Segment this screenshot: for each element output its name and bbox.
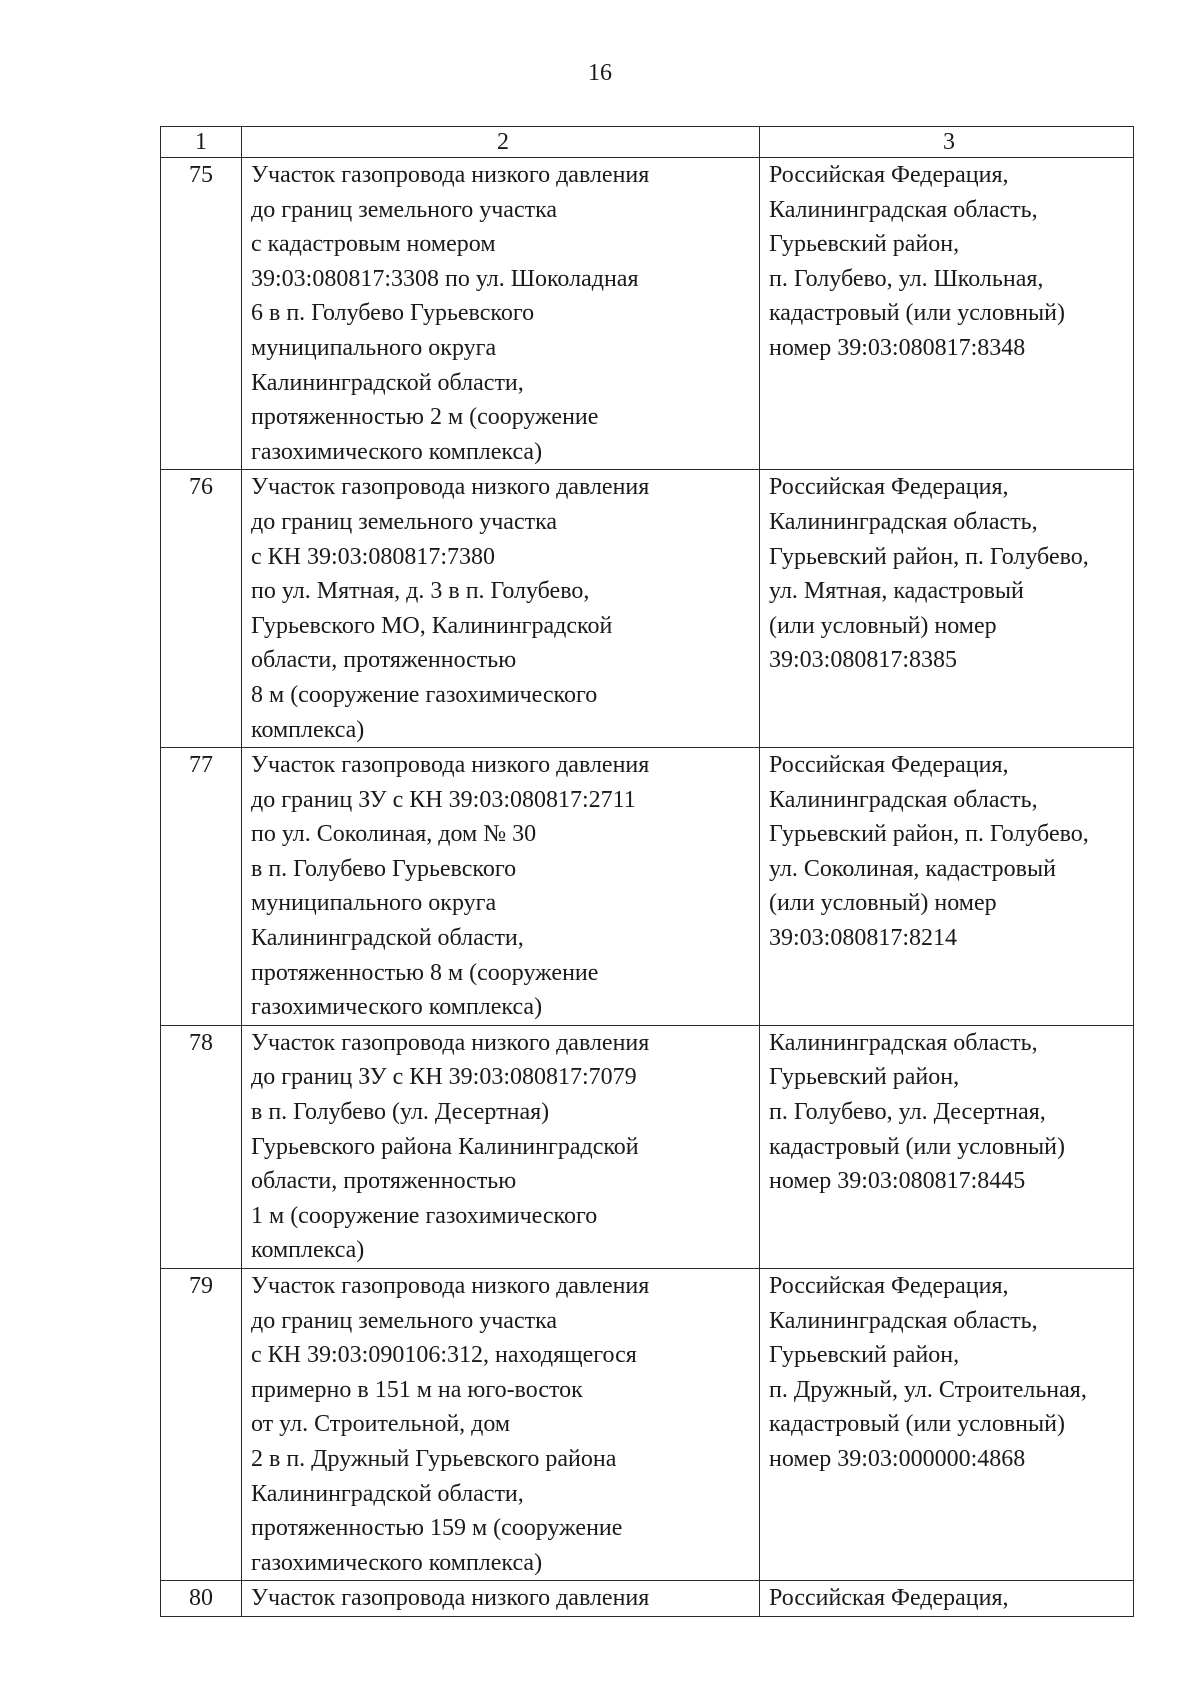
row-number (161, 748, 242, 1026)
object-address (760, 158, 1134, 470)
object-address-line: Российская Федерация, (769, 1585, 1009, 1612)
table-row (161, 158, 1134, 470)
row-number (161, 1581, 242, 1617)
object-description-line: Гурьевского района Калининградской (251, 1133, 639, 1160)
object-description-line: Участок газопровода низкого давления (251, 162, 650, 188)
object-address-line: Гурьевский район, п. Голубево, (769, 821, 1089, 848)
header-col-3: 3 (760, 127, 1134, 158)
object-description (242, 1581, 760, 1617)
object-address-line: Российская Федерация, (769, 752, 1009, 779)
object-description-line: Участок газопровода низкого давления (251, 1029, 650, 1056)
object-address-line: номер 39:03:000000:4868 (769, 1445, 1026, 1472)
table-body (161, 127, 1134, 1617)
row-number-text: 79 (189, 1273, 213, 1299)
object-description-line: до границ земельного участка (251, 508, 558, 535)
row-number (161, 1025, 242, 1268)
object-description-line: Участок газопровода низкого давления (251, 752, 650, 779)
object-address-line: п. Дружный, ул. Строительная, (769, 1376, 1087, 1403)
object-address-line: (или условный) номер (769, 612, 997, 639)
object-description-line: в п. Голубево (ул. Десертная) (251, 1099, 550, 1126)
object-description-line: области, протяженностью (251, 647, 517, 674)
object-address-line: Гурьевский район, (769, 1342, 960, 1369)
object-address-line: Гурьевский район, п. Голубево, (769, 543, 1089, 570)
row-number (161, 470, 242, 748)
object-address-line: Гурьевский район, (769, 231, 960, 258)
object-address-line: (или условный) номер (769, 890, 997, 917)
object-description-line: в п. Голубево Гурьевского (251, 855, 517, 882)
table-header-row (161, 127, 1134, 158)
object-description-line: Калининградской области, (251, 369, 524, 396)
object-description-line: от ул. Строительной, дом (251, 1411, 511, 1438)
object-address-line: п. Голубево, ул. Десертная, (769, 1099, 1046, 1126)
object-address-line: Российская Федерация, (769, 162, 1009, 188)
row-number (161, 1269, 242, 1581)
object-description-line: 1 м (сооружение газохимического (251, 1202, 598, 1229)
object-description-line: муниципального округа (251, 334, 497, 361)
object-description-line: Калининградской области, (251, 925, 524, 952)
object-address-line: 39:03:080817:8385 (769, 647, 958, 674)
object-description-line: с КН 39:03:090106:312, находящегося (251, 1342, 637, 1369)
object-description (242, 748, 760, 1026)
object-description (242, 1025, 760, 1268)
object-description-line: области, протяженностью (251, 1168, 517, 1195)
object-address-line: 39:03:080817:8214 (769, 925, 958, 952)
object-description-line: протяженностью 159 м (сооружение (251, 1515, 623, 1542)
object-description-line: Гурьевского МО, Калининградской (251, 612, 613, 639)
object-description-line: Участок газопровода низкого давления (251, 474, 650, 501)
object-description-line: газохимического комплекса) (251, 1549, 543, 1576)
object-description-line: 8 м (сооружение газохимического (251, 681, 598, 708)
table-row (161, 748, 1134, 1026)
object-description-line: газохимического комплекса) (251, 438, 543, 465)
object-address-line: ул. Соколиная, кадастровый (769, 855, 1056, 882)
table-row (161, 1025, 1134, 1268)
object-description-line: с кадастровым номером (251, 231, 496, 258)
object-description-line: по ул. Мятная, д. 3 в п. Голубево, (251, 578, 590, 605)
object-description (242, 158, 760, 470)
object-description-line: до границ земельного участка (251, 1307, 558, 1334)
object-address-line: Российская Федерация, (769, 474, 1009, 501)
object-address (760, 748, 1134, 1026)
object-address-line: ул. Мятная, кадастровый (769, 578, 1024, 605)
object-description-line: протяженностью 2 м (сооружение (251, 404, 599, 431)
object-address-line: п. Голубево, ул. Школьная, (769, 265, 1044, 292)
object-description-line: газохимического комплекса) (251, 994, 543, 1021)
object-address (760, 1269, 1134, 1581)
object-address-line: номер 39:03:080817:8348 (769, 334, 1026, 361)
row-number-text: 80 (189, 1585, 213, 1612)
header-col-1: 1 (161, 127, 242, 158)
object-address-line: кадастровый (или условный) (769, 1133, 1065, 1160)
page-number: 16 (588, 60, 612, 86)
object-address-line: Российская Федерация, (769, 1273, 1009, 1299)
object-description-line: до границ ЗУ с КН 39:03:080817:7079 (251, 1064, 637, 1091)
object-address-line: Калининградская область, (769, 196, 1038, 223)
row-number-text: 75 (189, 162, 213, 188)
object-address (760, 1025, 1134, 1268)
object-address-line: Калининградская область, (769, 1307, 1038, 1334)
object-address-line: Калининградская область, (769, 508, 1038, 535)
object-description-line: протяженностью 8 м (сооружение (251, 959, 599, 986)
row-number-text: 78 (189, 1029, 213, 1056)
object-description-line: 39:03:080817:3308 по ул. Шоколадная (251, 265, 639, 292)
registry-table (160, 126, 1134, 1617)
object-address-line: кадастровый (или условный) (769, 300, 1065, 327)
object-description-line: комплекса) (251, 716, 365, 743)
object-address-line: Калининградская область, (769, 1029, 1038, 1056)
object-description-line: Участок газопровода низкого давления (251, 1273, 650, 1299)
object-description-line: 6 в п. Голубево Гурьевского (251, 300, 535, 327)
object-description (242, 470, 760, 748)
object-description-line: Калининградской области, (251, 1480, 524, 1507)
row-number-text: 76 (189, 474, 213, 501)
object-description-line: с КН 39:03:080817:7380 (251, 543, 495, 570)
table-row (161, 1581, 1134, 1617)
object-address-line: Гурьевский район, (769, 1064, 960, 1091)
header-col-2: 2 (242, 127, 760, 158)
object-description-line: Участок газопровода низкого давления (251, 1585, 650, 1612)
object-address-line: Калининградская область, (769, 786, 1038, 813)
table-row (161, 470, 1134, 748)
object-description-line: до границ ЗУ с КН 39:03:080817:2711 (251, 786, 636, 813)
object-address-line: кадастровый (или условный) (769, 1411, 1065, 1438)
object-description (242, 1269, 760, 1581)
object-description-line: примерно в 151 м на юго-восток (251, 1376, 583, 1403)
object-address (760, 470, 1134, 748)
row-number-text: 77 (189, 752, 213, 779)
row-number (161, 158, 242, 470)
object-description-line: комплекса) (251, 1237, 365, 1264)
object-description-line: по ул. Соколиная, дом № 30 (251, 821, 537, 848)
object-description-line: 2 в п. Дружный Гурьевского района (251, 1445, 617, 1472)
object-address (760, 1581, 1134, 1617)
table-row (161, 1269, 1134, 1581)
object-address-line: номер 39:03:080817:8445 (769, 1168, 1026, 1195)
object-description-line: до границ земельного участка (251, 196, 558, 223)
object-description-line: муниципального округа (251, 890, 497, 917)
